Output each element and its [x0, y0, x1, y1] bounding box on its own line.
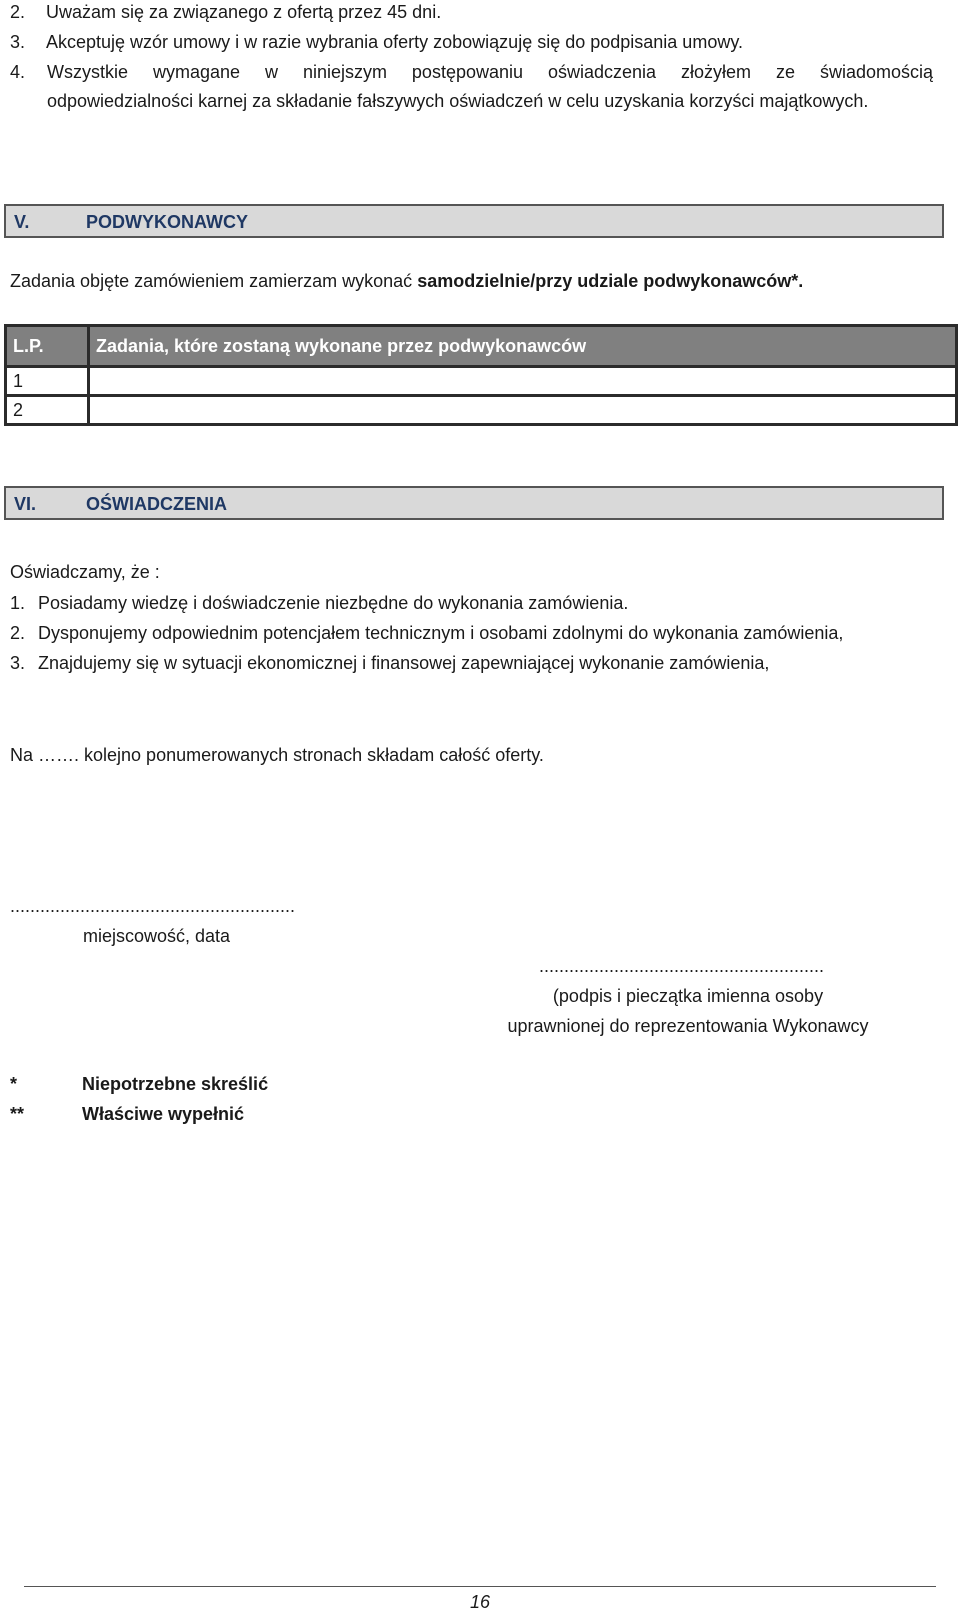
subcontractors-intro — [10, 269, 803, 293]
list-text: Posiadamy wiedzę i doświadczenie niezbędne do wykonania zamówienia. — [38, 593, 629, 613]
section-header-v — [4, 204, 944, 238]
list-number: 3. — [10, 32, 26, 52]
page-number: 16 — [469, 1592, 491, 1612]
subcontractors-table — [4, 324, 958, 426]
intro-emphasis: samodzielnie/przy udziale podwykonawców*. — [417, 271, 804, 291]
list-text: Uważam się za związanego z ofertą przez 45 dni. — [46, 2, 442, 22]
signature-line: ......................................................... — [539, 956, 825, 976]
table-header-tasks: Zadania, które zostaną wykonane przez podwykonawców — [89, 326, 957, 367]
list-item — [10, 591, 628, 615]
list-number: 4. — [10, 62, 26, 82]
footnote — [10, 1102, 244, 1126]
footnote-text: Niepotrzebne skreślić — [82, 1074, 269, 1094]
declarations-intro: Oświadczamy, że : — [10, 562, 160, 582]
list-text-continuation: odpowiedzialności karnej za składanie fałszywych oświadczeń w celu uzyskania korzyści majątkowych. — [47, 91, 869, 111]
place-date-line: ......................................................... — [10, 896, 296, 916]
list-number: 2. — [10, 2, 26, 22]
section-number: V. — [14, 212, 30, 232]
place-date-label: miejscowość, data — [83, 926, 231, 946]
footer-divider — [24, 1586, 936, 1587]
pages-statement: Na ……. kolejno ponumerowanych stronach składam całość oferty. — [10, 745, 544, 765]
section-title: PODWYKONAWCY — [86, 212, 248, 232]
intro-text: Zadania objęte zamówieniem zamierzam wykonać — [10, 271, 418, 291]
table-row — [6, 367, 957, 396]
table-cell-lp: 2 — [6, 396, 89, 425]
table-cell-lp: 1 — [6, 367, 89, 396]
list-text: Wszystkie wymagane w niniejszym postępowaniu oświadczenia złożyłem ze świadomością — [47, 62, 933, 82]
list-item — [10, 651, 769, 675]
table-header-row — [6, 326, 957, 367]
footnote-text: Właściwe wypełnić — [82, 1104, 245, 1124]
list-number: 2. — [10, 623, 26, 643]
section-number: VI. — [14, 494, 37, 514]
list-text: Znajdujemy się w sytuacji ekonomicznej i finansowej zapewniającej wykonanie zamówienia, — [38, 653, 770, 673]
signature-label: (podpis i pieczątka imienna osoby — [552, 986, 824, 1006]
footnote-mark: * — [10, 1074, 18, 1094]
list-text: Akceptuję wzór umowy i w razie wybrania oferty zobowiązuję się do podpisania umowy. — [46, 32, 743, 52]
section-header-vi — [4, 486, 944, 520]
table-header-lp: L.P. — [6, 326, 89, 367]
section-title: OŚWIADCZENIA — [86, 494, 227, 514]
list-item — [10, 30, 743, 54]
list-item — [10, 0, 441, 24]
list-text: Dysponujemy odpowiednim potencjałem technicznym i osobami zdolnymi do wykonania zamówienia, — [38, 623, 844, 643]
signature-label: uprawnionej do reprezentowania Wykonawcy — [507, 1016, 869, 1036]
table-cell-task[interactable] — [89, 367, 957, 396]
table-cell-task[interactable] — [89, 396, 957, 425]
footnote-mark: ** — [10, 1104, 25, 1124]
list-number: 1. — [10, 593, 26, 613]
list-item — [10, 621, 843, 645]
list-item — [10, 60, 46, 84]
footnote — [10, 1072, 268, 1096]
table-row — [6, 396, 957, 425]
list-number: 3. — [10, 653, 26, 673]
